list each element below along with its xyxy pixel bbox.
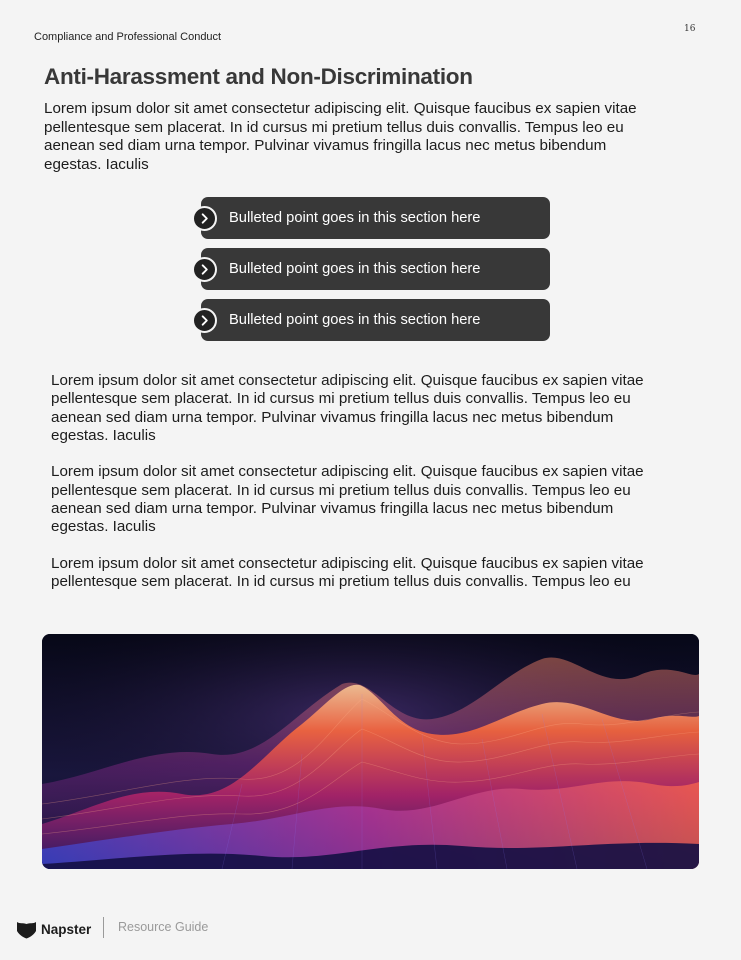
footer-divider <box>103 917 104 938</box>
bullet-item <box>192 197 550 239</box>
body-paragraph: Lorem ipsum dolor sit amet consectetur adipiscing elit. Quisque faucibus ex sapien vitae pellentesque sem placerat. In id cursus mi pretium tellus duis convallis. Tempus leo eu <box>51 554 644 591</box>
napster-logo <box>16 918 91 940</box>
header-title: Compliance and Professional Conduct <box>34 31 222 43</box>
body-text <box>51 372 663 610</box>
body-paragraph: Lorem ipsum dolor sit amet consectetur adipiscing elit. Quisque faucibus ex sapien vitae pellentesque sem placerat. In id cursus mi pretium tellus duis convallis. Tempus leo eu aenean sed diam urna tempor. Pulvinar vivamus fringilla lacus nec metus bibendum egestas. Iaculis <box>51 463 644 536</box>
section-heading: Anti-Harassment and Non-Discrimination <box>44 64 473 89</box>
abstract-wave-landscape-image <box>42 634 699 869</box>
intro-paragraph: Lorem ipsum dolor sit amet consectetur adipiscing elit. Quisque faucibus ex sapien vitae pellentesque sem placerat. In id cursus mi pretium tellus duis convallis. Tempus leo eu aenean sed diam urna tempor. Pulvinar vivamus fringilla lacus nec metus bibendum egestas. Iaculis <box>44 100 637 173</box>
bullet-label: Bulleted point goes in this section here <box>229 210 481 226</box>
body-paragraph: Lorem ipsum dolor sit amet consectetur adipiscing elit. Quisque faucibus ex sapien vitae pellentesque sem placerat. In id cursus mi pretium tellus duis convallis. Tempus leo eu aenean sed diam urna tempor. Pulvinar vivamus fringilla lacus nec metus bibendum egestas. Iaculis <box>51 372 644 444</box>
bullet-item <box>192 299 550 341</box>
chevron-right-icon <box>192 257 217 282</box>
chevron-right-icon <box>192 308 217 333</box>
chevron-right-icon <box>192 206 217 231</box>
bullet-label: Bulleted point goes in this section here <box>229 312 481 328</box>
page-number: 16 <box>684 24 696 34</box>
bullet-list <box>192 197 550 350</box>
bullet-label: Bulleted point goes in this section here <box>229 261 481 277</box>
napster-shield-logo-icon <box>16 920 37 939</box>
brand-name: Napster <box>41 921 92 937</box>
bullet-item <box>192 248 550 290</box>
footer-label: Resource Guide <box>118 920 209 934</box>
